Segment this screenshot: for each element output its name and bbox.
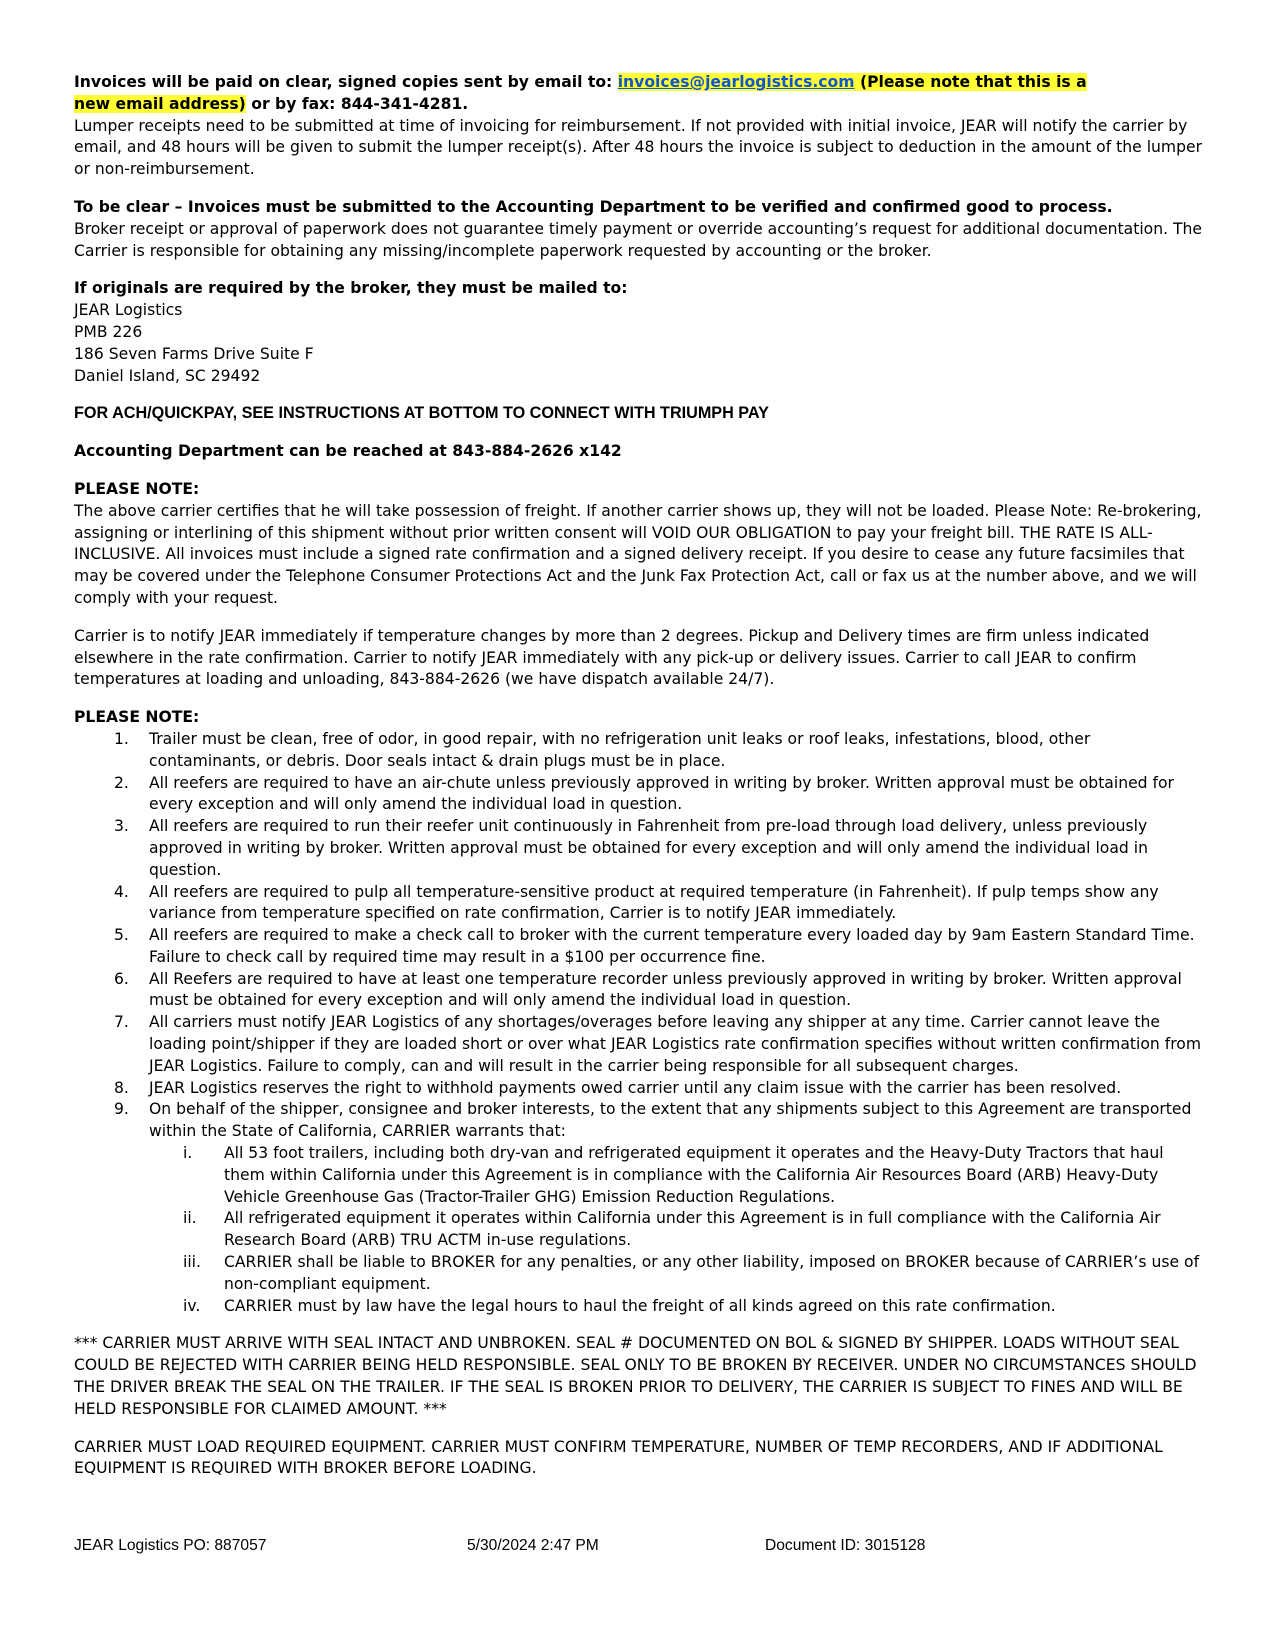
california-sublist: [149, 1143, 1204, 1317]
footer-po: JEAR Logistics PO: 887057: [74, 1537, 267, 1554]
clear-body: Broker receipt or approval of paperwork does not guarantee timely payment or override accounting’s request for additional documentation. The Carrier is responsible for obtaining any missing/incomplete paperwork requested by accounting or the broker.: [74, 219, 1203, 260]
invoice-paragraph: [74, 72, 1204, 181]
invoice-line-prefix: Invoices will be paid on clear, signed copies sent by email to:: [74, 73, 618, 91]
list-item-text: On behalf of the shipper, consignee and broker interests, to the extent that any shipments subject to this Agreement are transported within the State of California, CARRIER warrants that:: [149, 1100, 1192, 1141]
note1-body: The above carrier certifies that he will take possession of freight. If another carrier shows up, they will not be loaded. Please Note: Re-brokering, assigning or interlining of this shipment without prior written consent will VOID OUR OBLIGATION to pay your freight bill. THE RATE IS ALL-INCLUSIVE. All invoices must include a signed rate confirmation and a signed delivery receipt. If you desire to cease any future facsimiles that may be covered under the Telephone Consumer Protections Act and the Junk Fax Protection Act, call or fax us at the number above, and we will comply with your request.: [74, 501, 1202, 607]
list-item: [74, 882, 1204, 926]
address-line: PMB 226: [74, 322, 143, 341]
clear-heading: To be clear – Invoices must be submitted to the Accounting Department to be verified and confirmed good to process.: [74, 197, 1113, 216]
temperature-paragraph: Carrier is to notify JEAR immediately if temperature changes by more than 2 degrees. Pickup and Delivery times are firm unless indicated elsewhere in the rate confirmation. Carrier to notify JEAR immediately with any pick-up or delivery issues. Carrier to call JEAR to confirm temperatures at loading and unloading, 843-884-2626 (we have dispatch available 24/7).: [74, 626, 1150, 689]
sublist-item-number: i.: [183, 1144, 193, 1163]
list-item: [74, 773, 1204, 817]
list-item: [74, 816, 1204, 881]
sublist-item-number: iii.: [183, 1253, 201, 1272]
address-line: 186 Seven Farms Drive Suite F: [74, 344, 314, 363]
document-page: [74, 72, 1204, 1480]
originals-heading: If originals are required by the broker, they must be mailed to:: [74, 279, 628, 298]
fax-text: or by fax: 844-341-4281.: [245, 94, 469, 113]
list-item-text: All reefers are required to pulp all temperature-sensitive product at required temperature (in Fahrenheit). If pulp temps show any variance from temperature specified on rate confirmation, Carrier is to notify JEAR immediately.: [149, 882, 1159, 923]
note1-paragraph: [74, 479, 1204, 610]
list-item-number: 1.: [114, 729, 129, 748]
list-item-number: 4.: [114, 882, 129, 901]
ach-heading: FOR ACH/QUICKPAY, SEE INSTRUCTIONS AT BOTTOM TO CONNECT WITH TRIUMPH PAY: [74, 404, 769, 423]
list-item: [74, 1099, 1204, 1317]
list-item-number: 6.: [114, 969, 129, 988]
sublist-item-number: ii.: [183, 1209, 197, 1228]
sublist-item: [149, 1296, 1204, 1318]
lumper-text: Lumper receipts need to be submitted at time of invoicing for reimbursement. If not provided with initial invoice, JEAR will notify the carrier by email, and 48 hours will be given to submit the lumper receipt(s). After 48 hours the invoice is subject to deduction in the amount of the lumper or non-reimbursement.: [74, 116, 1203, 179]
address-line: Daniel Island, SC 29492: [74, 366, 261, 385]
equipment-paragraph: CARRIER MUST LOAD REQUIRED EQUIPMENT. CARRIER MUST CONFIRM TEMPERATURE, NUMBER OF TEMP RECORDERS, AND IF ADDITIONAL EQUIPMENT IS REQUIRED WITH BROKER BEFORE LOADING.: [74, 1437, 1163, 1478]
sublist-item-text: All 53 foot trailers, including both dry-van and refrigerated equipment it operates and the Heavy-Duty Tractors that haul them within California under this Agreement is in compliance with the California Air Resources Board (ARB) Heavy-Duty Vehicle Greenhouse Gas (Tractor-Trailer GHG) Emission Reduction Regulations.: [224, 1144, 1164, 1206]
list-item-text: All reefers are required to have an air-chute unless previously approved in writing by broker. Written approval must be obtained for every exception and will only amend the individual load in question.: [149, 773, 1174, 814]
sublist-item: [149, 1143, 1204, 1208]
clear-paragraph: [74, 197, 1204, 262]
note1-heading: PLEASE NOTE:: [74, 479, 200, 498]
sublist-item-text: CARRIER shall be liable to BROKER for any penalties, or any other liability, imposed on BROKER because of CARRIER’s use of non-compliant equipment.: [224, 1253, 1200, 1293]
invoice-email-link[interactable]: invoices@jearlogistics.com: [617, 73, 855, 91]
originals-paragraph: [74, 278, 1204, 387]
note2-heading: PLEASE NOTE:: [74, 708, 200, 727]
sublist-item: [149, 1252, 1204, 1296]
sublist-item-text: CARRIER must by law have the legal hours to haul the freight of all kinds agreed on this rate confirmation.: [224, 1296, 1056, 1315]
requirements-list: [74, 729, 1204, 1318]
list-item-text: Trailer must be clean, free of odor, in good repair, with no refrigeration unit leaks or roof leaks, infestations, blood, other contaminants, or debris. Door seals intact & drain plugs must be in place.: [149, 729, 1091, 770]
list-item-text: All reefers are required to run their reefer unit continuously in Fahrenheit from pre-load through load delivery, unless previously approved in writing by broker. Written approval must be obtained for every exception and will only amend the individual load in question.: [149, 817, 1148, 879]
list-item-text: All reefers are required to make a check call to broker with the current temperature every loaded day by 9am Eastern Standard Time. Failure to check call by required time may result in a $100 per occurrence fine.: [149, 926, 1195, 966]
list-item: [74, 969, 1204, 1013]
sublist-item-number: iv.: [183, 1296, 201, 1315]
email-note-part2: new email address): [74, 94, 246, 113]
list-item-number: 7.: [114, 1013, 129, 1032]
list-item-number: 2.: [114, 773, 129, 792]
sublist-item-text: All refrigerated equipment it operates within California under this Agreement is in full compliance with the California Air Research Board (ARB) TRU ACTM in-use regulations.: [224, 1209, 1161, 1250]
list-item: [74, 1078, 1204, 1100]
footer-datetime: 5/30/2024 2:47 PM: [467, 1537, 599, 1554]
list-item-number: 3.: [114, 817, 129, 836]
list-item: [74, 729, 1204, 773]
list-item-text: All Reefers are required to have at least one temperature recorder unless previously approved in writing by broker. Written approval must be obtained for every exception and will only amend the individual load in question.: [149, 969, 1182, 1010]
email-note-part1: (Please note that this is a: [854, 73, 1087, 91]
footer-document-id: Document ID: 3015128: [765, 1537, 926, 1554]
address-line: JEAR Logistics: [74, 301, 183, 320]
seal-paragraph: *** CARRIER MUST ARRIVE WITH SEAL INTACT AND UNBROKEN. SEAL # DOCUMENTED ON BOL & SIGNED BY SHIPPER. LOADS WITHOUT SEAL COULD BE REJECTED WITH CARRIER BEING HELD RESPONSIBLE. SEAL ONLY TO BE BROKEN BY RECEIVER. UNDER NO CIRCUMSTANCES SHOULD THE DRIVER BREAK THE SEAL ON THE TRAILER. IF THE SEAL IS BROKEN PRIOR TO DELIVERY, THE CARRIER IS SUBJECT TO FINES AND WILL BE HELD RESPONSIBLE FOR CLAIMED AMOUNT. ***: [74, 1334, 1197, 1418]
list-item: [74, 925, 1204, 969]
list-item-number: 5.: [114, 926, 129, 945]
list-item-text: All carriers must notify JEAR Logistics of any shortages/overages before leaving any shipper at any time. Carrier cannot leave the loading point/shipper if they are loaded short or over what JEAR Logistics rate confirmation specifies without written confirmation from JEAR Logistics. Failure to comply, can and will result in the carrier being responsible for all subsequent charges.: [149, 1013, 1202, 1075]
sublist-item: [149, 1208, 1204, 1252]
list-item-number: 8.: [114, 1078, 129, 1097]
list-item-text: JEAR Logistics reserves the right to withhold payments owed carrier until any claim issue with the carrier has been resolved.: [149, 1078, 1122, 1097]
list-item: [74, 1012, 1204, 1077]
list-item-number: 9.: [114, 1100, 129, 1119]
accounting-contact: Accounting Department can be reached at 843-884-2626 x142: [74, 442, 622, 461]
